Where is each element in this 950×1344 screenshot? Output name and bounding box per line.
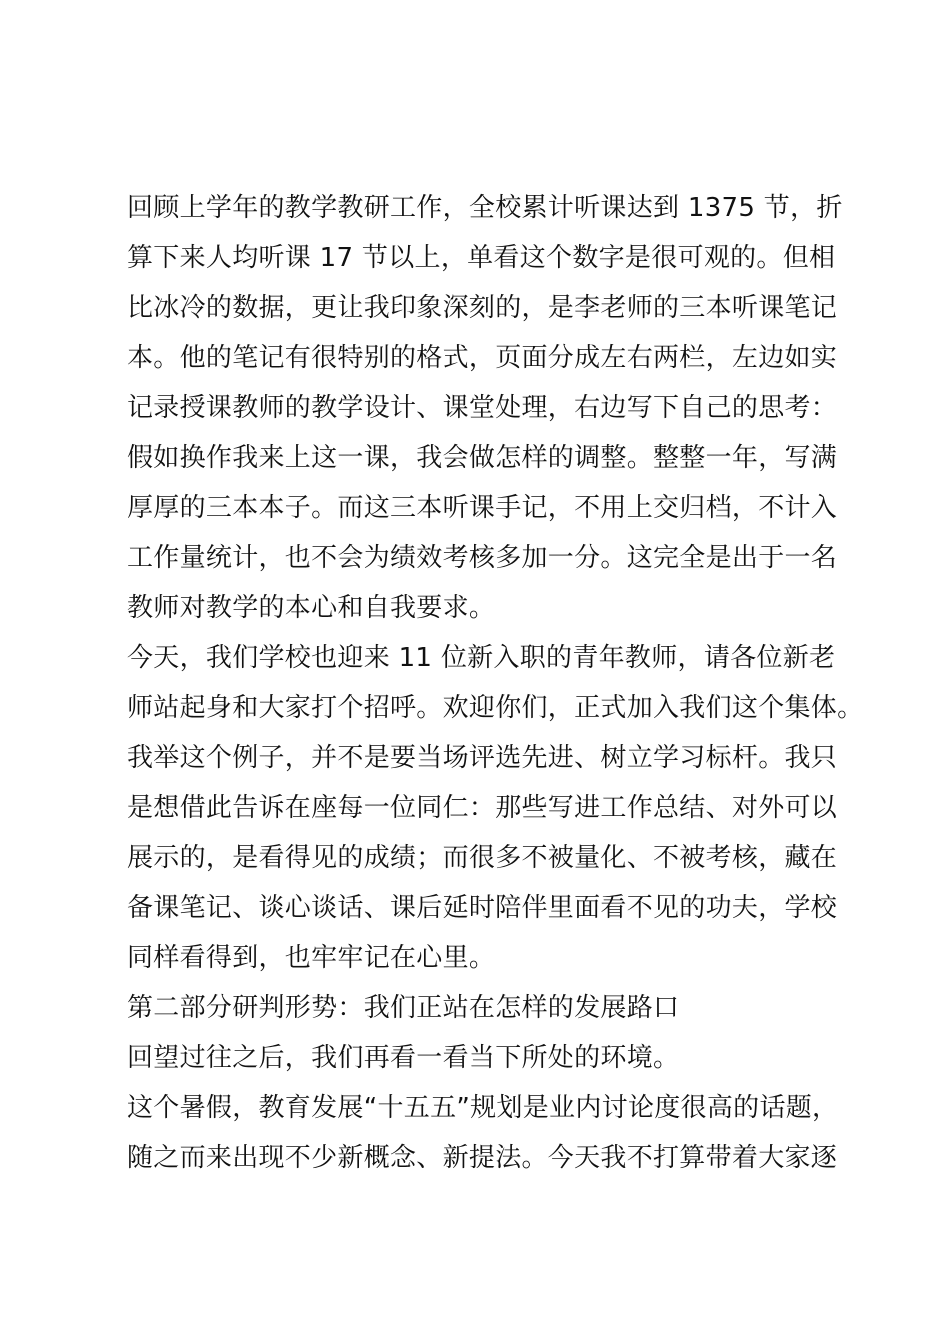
text-line: 工作量统计，也不会为绩效考核多加一分。这完全是出于一名 [127,543,838,573]
text-line: 这个暑假，教育发展“十五五”规划是业内讨论度很高的话题， [127,1093,839,1123]
text-line: 回顾上学年的教学教研工作，全校累计听课达到 1375 节，折 [127,193,843,223]
text-line: 随之而来出现不少新概念、新提法。今天我不打算带着大家逐 [127,1143,838,1173]
text-line: 今天，我们学校也迎来 11 位新入职的青年教师，请各位新老 [127,643,836,673]
text-line: 算下来人均听课 17 节以上，单看这个数字是很可观的。但相 [127,243,836,273]
document-body [127,183,864,1183]
text-line: 展示的，是看得见的成绩；而很多不被量化、不被考核，藏在 [127,843,838,873]
text-line: 本。他的笔记有很特别的格式，页面分成左右两栏，左边如实 [127,343,838,373]
text-line: 记录授课教师的教学设计、课堂处理，右边写下自己的思考： [127,393,838,423]
text-line: 厚厚的三本本子。而这三本听课手记，不用上交归档，不计入 [127,493,838,523]
text-line: 假如换作我来上这一课，我会做怎样的调整。整整一年，写满 [127,443,838,473]
text-line: 同样看得到，也牢牢记在心里。 [127,943,496,973]
text-line: 教师对教学的本心和自我要求。 [127,593,496,623]
text-line: 师站起身和大家打个招呼。欢迎你们，正式加入我们这个集体。 [127,693,864,723]
text-line: 备课笔记、谈心谈话、课后延时陪伴里面看不见的功夫，学校 [127,893,838,923]
text-line: 比冰冷的数据，更让我印象深刻的，是李老师的三本听课笔记 [127,293,838,323]
text-line: 我举这个例子，并不是要当场评选先进、树立学习标杆。我只 [127,743,838,773]
text-line: 回望过往之后，我们再看一看当下所处的环境。 [127,1043,680,1073]
text-line: 是想借此告诉在座每一位同仁：那些写进工作总结、对外可以 [127,793,838,823]
section-heading: 第二部分研判形势：我们正站在怎样的发展路口 [127,993,680,1023]
